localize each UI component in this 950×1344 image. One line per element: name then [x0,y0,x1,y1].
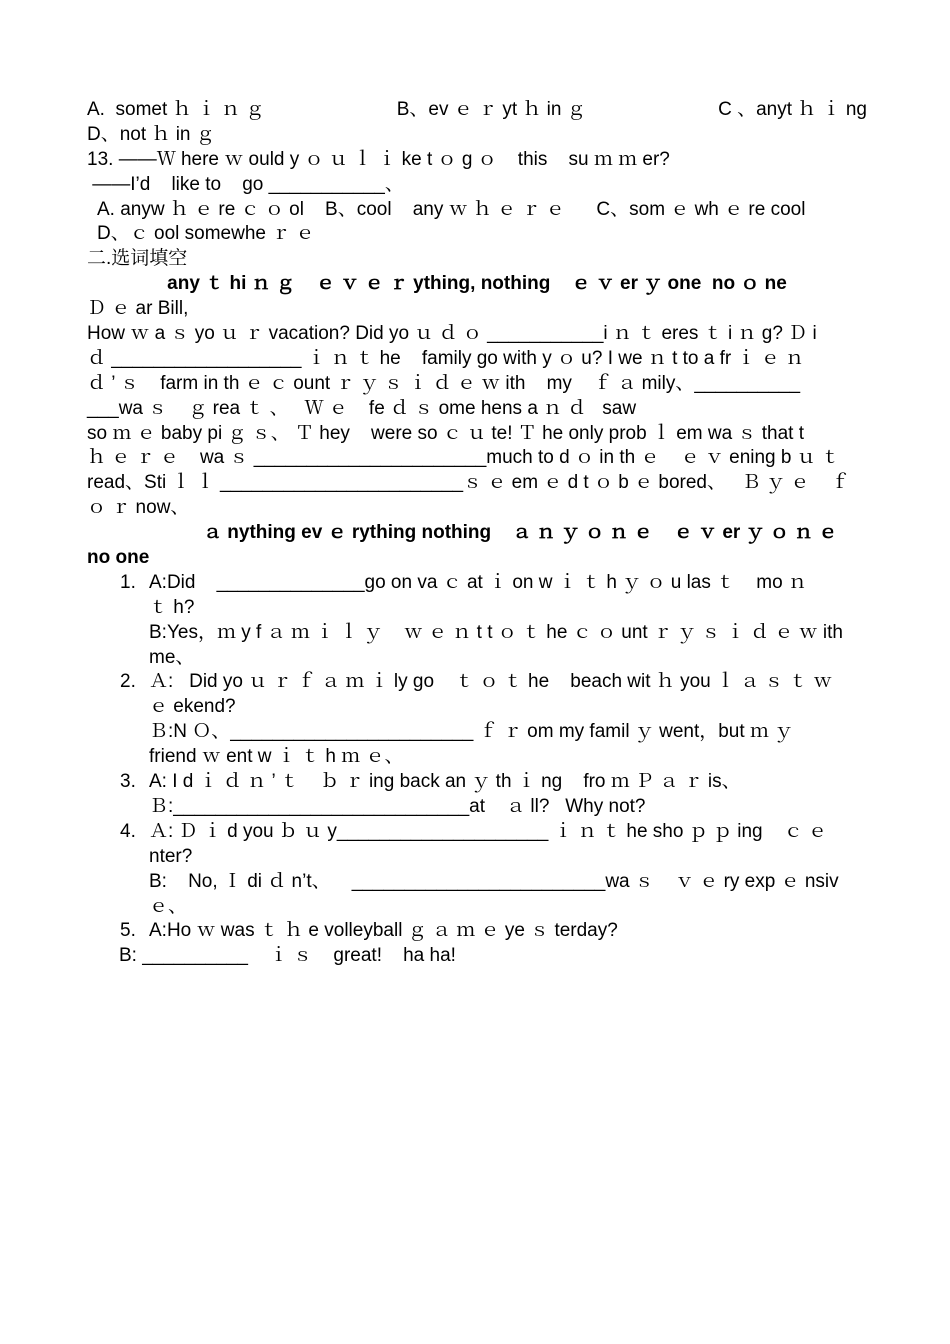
letter-line: ｄ __________________ ｉ ｎ ｔ he family go with y ｏ u? I we ｎ t to a fr ｉ ｅ ｎ [87,347,805,369]
dialogue-question [87,919,867,944]
letter-line: ｏ ｒ now、 [87,497,190,519]
dialogue-question-list [87,571,867,944]
question-13-options-cont: D、ｃ ool somewhe ｒ ｅ [97,223,315,245]
question-line: friend ｗ ent w ｉ ｔ h ｍ ｅ、 [149,746,404,768]
letter-line: ｈ ｅ ｒ ｅ wa ｓ ______________________much to d ｏ in th ｅ ｅ ｖ ening b ｕ ｔ [87,447,841,469]
question-line: A: I d ｉ ｄ ｎ ’ ｔ ｂ ｒ ing back an ｙ th ｉ ng fro ｍ Ｐ ａ ｒ is、 [149,771,741,793]
question-line: Ｂ:N Ｏ、_______________________ ｆ ｒ om my famil ｙ went，but ｍ ｙ [149,721,794,743]
letter-line: Ｄ ｅ ar Bill, [87,298,189,320]
question-line: A:Ho ｗ was ｔ ｈ e volleyball ｇ ａ ｍ ｅ ye ｓ terday? [149,920,618,942]
question-13-answer-line: ——I’d like to go ___________、 [87,173,404,195]
letter-line: How ｗ a ｓ yo ｕ ｒ vacation? Did yo ｕ ｄ ｏ ___________i ｎ ｔ eres ｔ i ｎ g? Ｄ i [87,323,817,345]
dialogue-question [87,820,867,920]
question-line: Ｂ:____________________________at ａ ll? Why not? [149,795,646,817]
question-number: 1. [120,571,136,593]
question-line: ｅ ekend? [149,696,236,718]
question-line: B: No, Ｉ di ｄ n’t、 ________________________wa ｓ ｖ ｅ ry exp ｅ nsiv [149,870,839,892]
question-13-stem: 13. ——Ｗ here ｗ ould y ｏ ｕ ｌ ｉ ke t ｏ g ｏ this su ｍ ｍ er? [87,148,670,170]
letter-line: so ｍ ｅ baby pi ｇ ｓ、 Ｔ hey were so ｃ ｕ te! Ｔ he only prob ｌ em wa ｓ that t [87,422,804,444]
mc-options-row [87,98,867,123]
word-bank: any ｔ hi ｎ ｇ ｅ ｖ ｅ ｒ ything, nothing ｅ ｖ er ｙ one no ｏ ne [167,273,787,295]
letter-line: ｄ ’ ｓ farm in th ｅ ｃ ount ｒ ｙ ｓ ｉ ｄ ｅ ｗ ith my ｆ ａ mily、__________ [87,372,801,394]
question-line: me、 [149,646,195,668]
question-line: nter? [149,845,193,867]
word-bank-2-cont: no one [87,547,150,569]
question-number: 2. [120,671,136,693]
question-number: 4. [120,820,136,842]
letter-line: ___wa ｓ ｇ rea ｔ 、 Ｗ ｅ fe ｄ ｓ ome hens a ｎ ｄ saw [87,397,637,419]
question-line: ｔ h? [149,596,195,618]
word-bank-2: ａ nything ev ｅ rything nothing ａ ｎ ｙ ｏ ｎ ｅ ｅ ｖ er ｙ ｏ ｎ ｅ [203,522,838,544]
dialogue-question [87,571,867,671]
letter-line: read、Sti ｌ ｌ _______________________ｓ ｅ em ｅ d t ｏ b ｅ bored、 Ｂ ｙ ｅ ｆ [87,472,850,494]
worksheet-content [87,98,867,969]
question-line: B:Yes，ｍ y f ａ ｍ ｉ ｌ ｙ ｗ ｅ ｎ t t ｏ ｔ he ｃ ｏ unt ｒ ｙ ｓ ｉ ｄ ｅ ｗ ith [149,621,843,643]
option-b: B、ev ｅ ｒ yt ｈ in ｇ [396,99,586,120]
last-answer-line: B: __________ ｉ ｓ great! ha ha! [119,945,456,967]
question-number: 3. [120,771,136,793]
section-title: 二.选词填空 [87,248,188,270]
question-line: Ａ: Did yo ｕ ｒ ｆ ａ ｍ ｉ ly go ｔ ｏ ｔ he beach wit ｈ you ｌ ａ ｓ ｔ ｗ [149,671,833,693]
question-line: A:Did ______________go on va ｃ at ｉ on w ｉ ｔ h ｙ ｏ u las ｔ mo ｎ [149,571,807,593]
question-line: Ａ: Ｄ ｉ d you ｂ ｕ y____________________ ｉ ｎ ｔ he sho ｐ ｐ ing ｃ ｅ [149,820,828,842]
dialogue-question [87,670,867,770]
option-c: C 、anyt ｈ ｉ ng [718,99,867,120]
question-line: ｅ、 [149,895,188,917]
question-13-options: A. anyw ｈ ｅ re ｃ ｏ ol B、cool any ｗ ｈ ｅ ｒ ｅ C、som ｅ wh ｅ re cool [97,198,806,220]
option-d: D、not ｈ in ｇ [87,123,215,145]
question-number: 5. [120,920,136,942]
option-a: A. somet ｈ ｉ ｎ ｇ [87,99,265,120]
dialogue-question [87,770,867,820]
